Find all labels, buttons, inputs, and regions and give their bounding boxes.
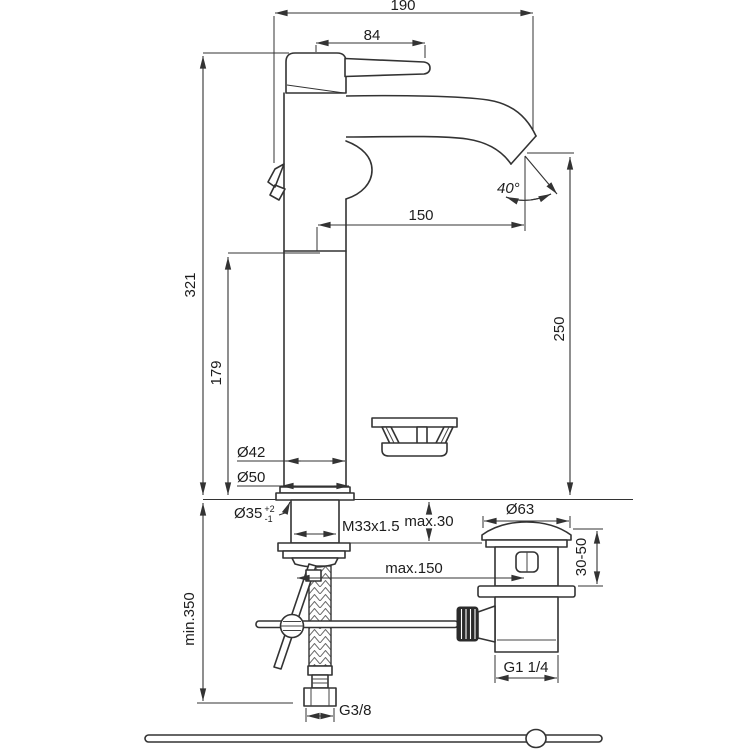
dim-hole-diameter-label: [234, 504, 275, 524]
locknut-upper: [278, 543, 350, 551]
bracket-cup: [382, 443, 447, 456]
waste-plug-cap: [482, 522, 571, 540]
hole-diameter-value: Ø35: [234, 505, 263, 522]
base-plate: [276, 493, 354, 500]
locknut-lower: [283, 551, 345, 558]
dim-spout-angle: [497, 156, 557, 231]
hose-tube: [312, 675, 328, 688]
mounting-bracket: [372, 418, 457, 456]
pull-rod-connector: [306, 570, 321, 581]
dim-rod-distance-label: max.150: [385, 560, 443, 577]
popup-waste: [457, 522, 575, 652]
hole-tol-upper: +2: [264, 504, 275, 514]
side-tag: [268, 164, 285, 200]
spout-fillet-fill: [346, 141, 372, 199]
base-collar: [280, 487, 350, 493]
dim-spout-angle-label: 40°: [497, 180, 520, 197]
dim-waste-thread: [495, 655, 558, 683]
dim-lever-length-label: 84: [363, 27, 381, 44]
handle-head: [286, 53, 346, 93]
hose-hex-nut: [304, 688, 336, 706]
dim-waste-thread-label: G1 1/4: [503, 659, 549, 676]
column-fill: [284, 93, 346, 487]
dim-spout-reach: [317, 207, 524, 251]
dim-waste-cap-diameter-label: Ø63: [505, 501, 535, 518]
hole-tol-lower: -1: [264, 514, 273, 524]
hose-crimp: [308, 666, 332, 675]
pivot-cone: [478, 606, 495, 642]
dim-spout-reach-label: 150: [408, 207, 434, 224]
lift-rod-ball: [526, 730, 546, 748]
bracket-plate: [372, 418, 457, 427]
dim-body-height-label: 179: [208, 360, 225, 386]
dim-base-diameter-label: Ø50: [237, 469, 266, 486]
popup-linkage: [256, 564, 458, 669]
leader-line: [279, 513, 285, 515]
dim-hose-length: [181, 503, 293, 703]
dim-overall-height-label: 321: [182, 272, 199, 298]
dim-waste-height-range-label: 30-50: [573, 537, 590, 577]
waste-flange: [478, 586, 575, 597]
dim-deck-thickness: [404, 502, 453, 541]
waste-cap-ring: [486, 540, 567, 547]
threaded-shank: [291, 500, 339, 543]
dim-body-diameter-label: Ø42: [237, 444, 266, 461]
waste-tailpiece: [495, 597, 558, 652]
dim-deck-thickness-label: max.30: [404, 513, 454, 530]
dim-waste-height-range: [573, 529, 603, 586]
angle-slanted-line: [525, 156, 557, 194]
dim-shank-thread-label: M33x1.5: [342, 518, 400, 535]
faucet-body-column: [284, 93, 372, 487]
dim-outlet-height: [527, 153, 574, 495]
dim-overall-height: [182, 53, 289, 495]
drain-lift-rod: [145, 730, 602, 748]
dim-hose-length-label: min.350: [181, 592, 198, 646]
dim-overall-width-label: 190: [390, 0, 416, 14]
leader-arrow: [285, 502, 290, 513]
dim-hose-thread-label: G3/8: [339, 702, 372, 719]
bracket-center-tab: [417, 427, 427, 444]
handle-lever: [345, 59, 430, 77]
dim-hole-diameter: [234, 502, 290, 524]
faucet-spout: [346, 96, 536, 164]
dim-outlet-height-label: 250: [551, 316, 568, 342]
